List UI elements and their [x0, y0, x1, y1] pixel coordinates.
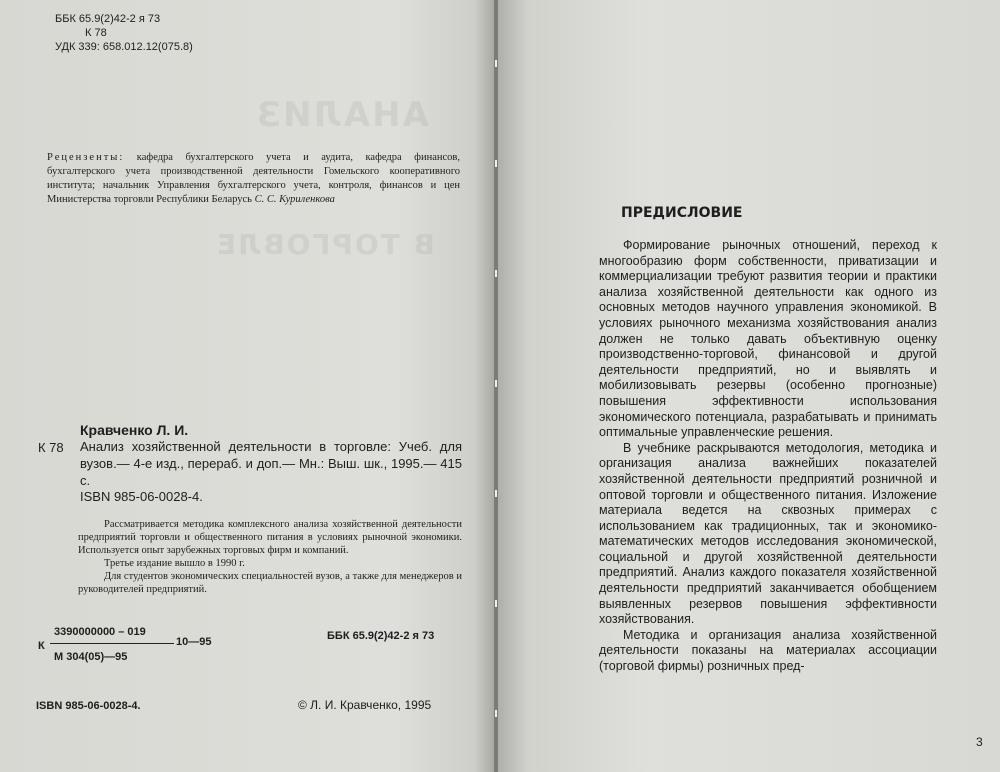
- bbk-bottom: ББК 65.9(2)42-2 я 73: [327, 630, 435, 642]
- bleed-through-text: АНАЛИЗ: [255, 95, 429, 135]
- annotation-paragraph: Третье издание вышло в 1990 г.: [104, 558, 245, 569]
- reviewers-block: [47, 151, 460, 207]
- udk-code: УДК 339: 658.012.12(075.8): [55, 41, 193, 53]
- right-page: [498, 0, 1000, 772]
- reviewers-text: кафедра бухгалтерского учета и аудита, кафедра финансов, бухгалтерского учета производственной деятельности Гомельского кооперативного института; начальник Управления бухгалтерского учета, контроля, финансов и цен Министерства торговли Республики Беларусь: [47, 152, 460, 205]
- binding-stitch: [495, 160, 497, 167]
- publisher-code-numerator: 3390000000 – 019: [54, 626, 146, 638]
- classification-block: [55, 12, 193, 54]
- binding-stitch: [495, 60, 497, 67]
- copyright: © Л. И. Кравченко, 1995: [298, 698, 432, 712]
- isbn: ISBN 985-06-0028-4.: [80, 489, 203, 504]
- left-page: [0, 0, 494, 772]
- bleed-through-text: В ТОРГОВЛЕ: [215, 228, 435, 261]
- binding-stitch: [495, 710, 497, 717]
- binding-stitch: [495, 600, 497, 607]
- section-title: ПРЕДИСЛОВИЕ: [621, 205, 743, 221]
- binding-stitch: [495, 490, 497, 497]
- annotation-paragraph: Для студентов экономических специальностей вузов, а также для менеджеров и руководителей предприятий.: [78, 571, 462, 595]
- bibliographic-description: Анализ хозяйственной деятельности в торговле: Учеб. для вузов.— 4-е изд., перераб. и доп.— Мн.: Выш. шк., 1995.— 415 с.: [80, 439, 462, 488]
- author-name: Кравченко Л. И.: [80, 422, 189, 438]
- bbk-code: ББК 65.9(2)42-2 я 73: [55, 13, 161, 25]
- page-number: 3: [976, 735, 983, 749]
- isbn-bottom: ISBN 985-06-0028-4.: [36, 700, 141, 712]
- catalog-code: К 78: [38, 440, 64, 455]
- annotation: [78, 518, 462, 596]
- binding-stitch: [495, 380, 497, 387]
- preface-paragraph: Методика и организация анализа хозяйственной деятельности показаны на материалах ассоциации (торговой фирмы) розничных пред-: [599, 627, 937, 674]
- fraction-line: [50, 643, 174, 644]
- publisher-code-suffix: 10—95: [176, 636, 212, 648]
- reviewer-name: С. С. Куриленкова: [254, 194, 335, 205]
- preface-paragraph: Формирование рыночных отношений, переход к многообразию форм собственности, приватизации и коммерциализации требуют развития теории и практики анализа хозяйственной деятельности как одного из основных методов научного управления экономикой. В условиях рыночного механизма хозяйствования анализ должен не только давать объективную оценку производственно-торговой, финансовой и другой деятельности предприятий, но и выявлять и мобилизовывать резервы (особенно прогнозные) повышения эффективности использования экономического потенциала, разрабатывать и принимать оптимальные управленческие решения.: [599, 238, 937, 440]
- preface-paragraph: В учебнике раскрываются методология, методика и организация анализа важнейших показателей хозяйственной деятельности предприятий розничной и оптовой торговли и общественного питания. Изложение материала ведется на сквозных примерах с использованием как традиционных, так и экономико-математических методов исследования экономической, социальной и другой хозяйственной деятельности предприятий. Анализ каждого показателя хозяйственной деятельности предприятий заканчивается обобщением выявленных резервов повышения эффективности хозяйствования.: [599, 440, 937, 627]
- reviewers-label: Рецензенты:: [47, 152, 125, 163]
- binding-stitch: [495, 270, 497, 277]
- preface-text: [599, 238, 937, 675]
- k-code: К 78: [85, 27, 107, 39]
- publisher-code-letter: К: [38, 640, 45, 652]
- publisher-code-denominator: М 304(05)—95: [54, 651, 128, 663]
- annotation-paragraph: Рассматривается методика комплексного анализа хозяйственной деятельности предприятий торговли и общественного питания в условиях рыночной экономики. Используется опыт зарубежных торговых фирм и компаний.: [78, 519, 462, 556]
